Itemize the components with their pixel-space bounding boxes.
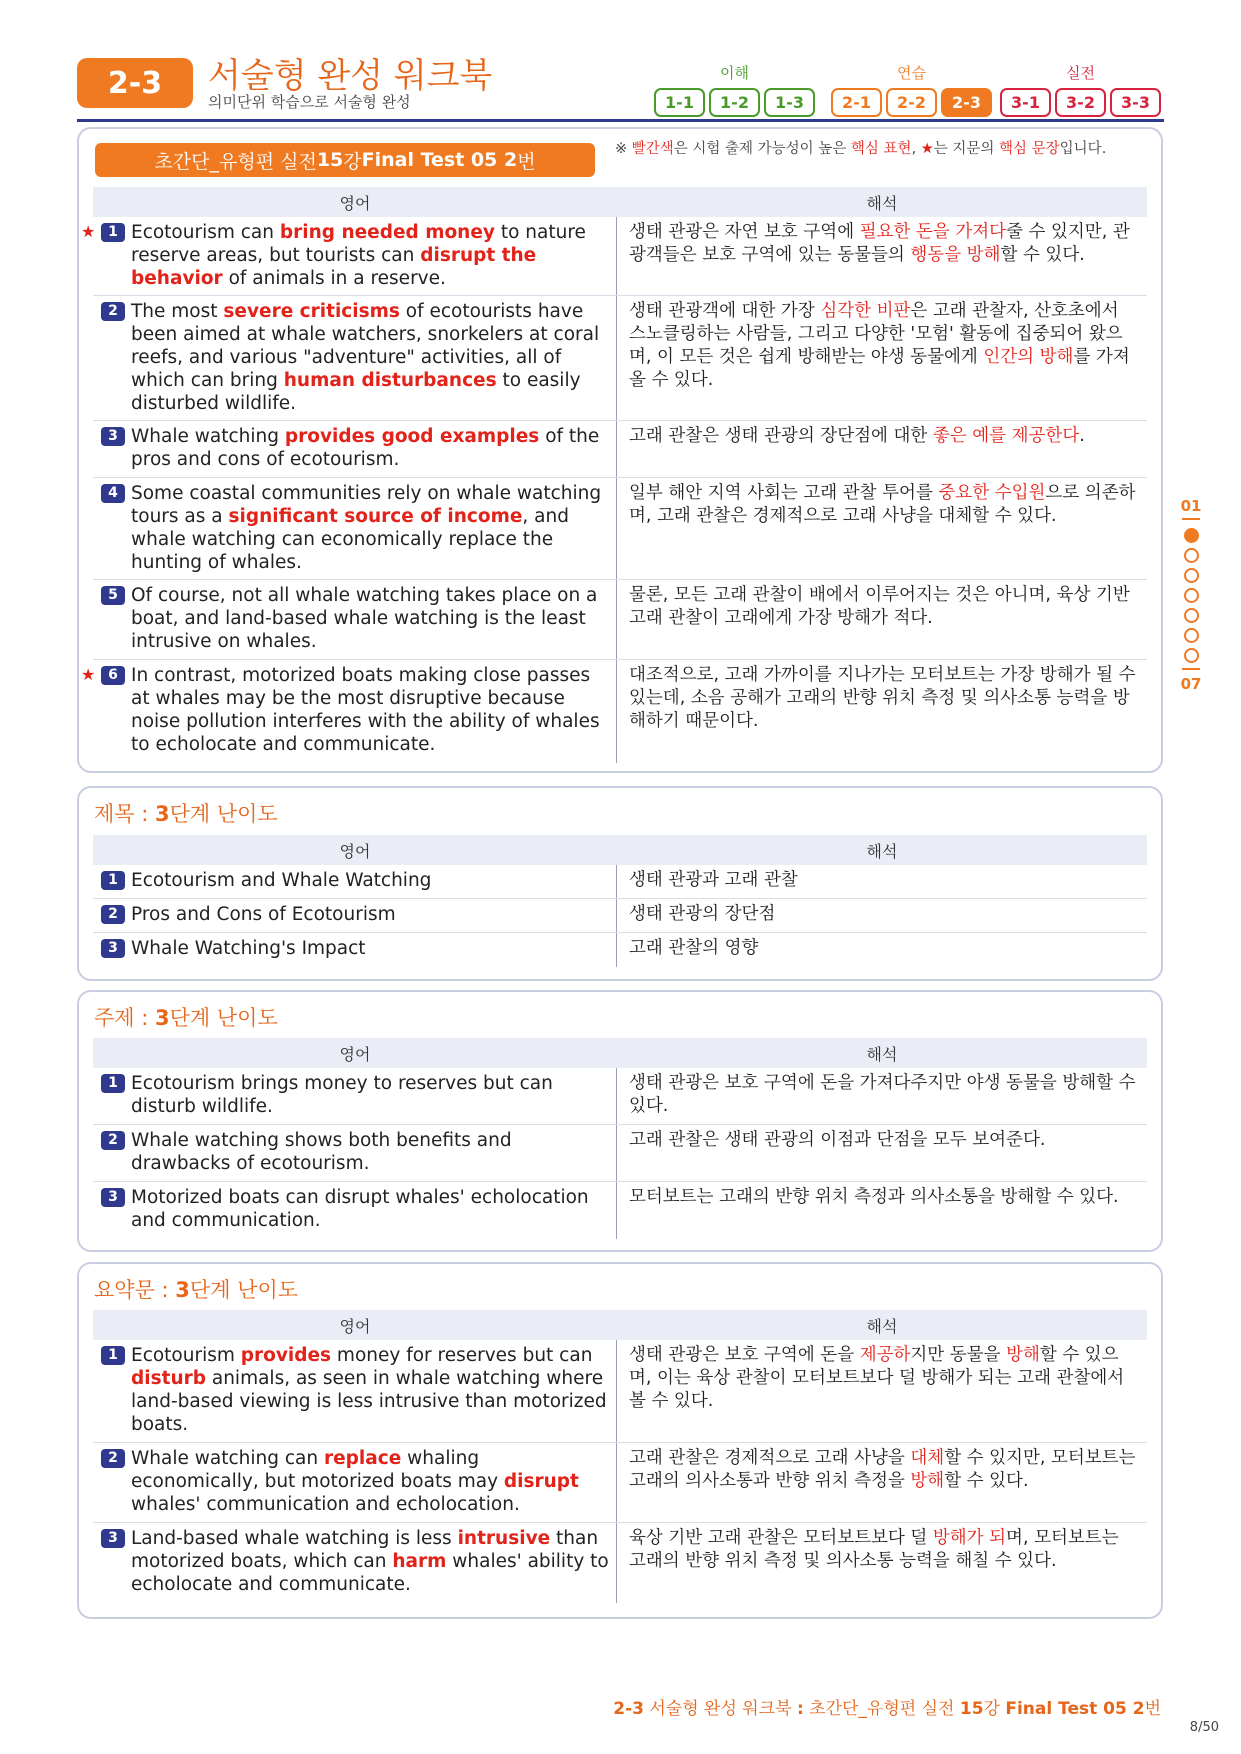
lesson-badge: 2-3 [77, 58, 193, 108]
level-button-3-2[interactable]: 3-2 [1055, 88, 1106, 117]
table-row [93, 478, 1147, 580]
level-button-3-3[interactable]: 3-3 [1110, 88, 1161, 117]
table-row [93, 933, 1147, 967]
level-button-1-1[interactable]: 1-1 [654, 88, 705, 117]
progress-dot[interactable] [1184, 628, 1199, 643]
level-group-real [1000, 62, 1161, 117]
side-nav-start-label: 01 [1180, 497, 1202, 515]
page-subtitle: 의미단위 학습으로 서술형 완성 [208, 93, 411, 111]
sentence-number: 1 [101, 871, 125, 890]
page-title: 서술형 완성 워크북 [208, 56, 493, 96]
progress-dot[interactable] [1184, 548, 1199, 563]
korean-translation: 생태 관광객에 대한 가장 심각한 비판은 고래 관찰자, 산호초에서 스노클링하는 사람들, 그리고 다양한 '모험' 활동에 집중되어 왔으며, 이 모든 것은 쉽게 방해받는 야생 동물에게 인간의 방해를 가져올 수 있다. [629, 301, 1130, 390]
sentence-number: 2 [101, 1131, 125, 1150]
table-row [93, 421, 1147, 478]
progress-dot[interactable] [1184, 588, 1199, 603]
korean-translation: 고래 관찰은 경제적으로 고래 사냥을 대체할 수 있지만, 모터보트는 고래의 의사소통과 반향 위치 측정을 방해할 수 있다. [629, 1448, 1136, 1491]
table-row [81, 660, 1147, 763]
level-button-2-1[interactable]: 2-1 [831, 88, 882, 117]
sentence-number: 3 [101, 1188, 125, 1207]
korean-translation: 모터보트는 고래의 반향 위치 측정과 의사소통을 방해할 수 있다. [629, 1187, 1119, 1207]
english-sentence: ★ 6 In contrast, motorized boats making close passes at whales may be the most disruptive because noise pollution interferes with the ability of whales to echolocate and communicate. [93, 660, 617, 763]
english-sentence: 3 Land-based whale watching is less intrusive than motorized boats, which can harm whales' ability to echolocate and communicate. [93, 1523, 617, 1603]
english-sentence: 1 Ecotourism brings money to reserves but can disturb wildlife. [93, 1068, 617, 1124]
column-header-korean: 해석 [866, 1316, 898, 1336]
title-card [77, 786, 1163, 981]
korean-translation: 고래 관찰은 생태 관광의 이점과 단점을 모두 보여준다. [629, 1130, 1046, 1150]
level-label: 실전 [1066, 64, 1095, 82]
sentence-number: 5 [101, 586, 125, 605]
sentence-number: 3 [101, 939, 125, 958]
table-header [93, 1310, 1147, 1340]
table-row [93, 1340, 1147, 1443]
table-row [93, 1125, 1147, 1182]
table-row [93, 899, 1147, 933]
korean-translation: 육상 기반 고래 관찰은 모터보트보다 덜 방해가 되며, 모터보트는 고래의 반향 위치 측정 및 의사소통 능력을 해칠 수 있다. [629, 1528, 1119, 1571]
sentence-number: 6 [101, 666, 125, 685]
english-sentence: 4 Some coastal communities rely on whale watching tours as a significant source of income, and whale watching can economically replace the hunting of whales. [93, 478, 617, 579]
table-row [93, 580, 1147, 660]
korean-translation: 대조적으로, 고래 가까이를 지나가는 모터보트는 가장 방해가 될 수 있는데, 소음 공해가 고래의 반향 위치 측정 및 의사소통 능력을 방해하기 때문이다. [629, 665, 1136, 731]
english-sentence: 2 Pros and Cons of Ecotourism [93, 899, 617, 932]
level-group-practice [831, 62, 992, 117]
progress-dot[interactable] [1184, 648, 1199, 663]
sentence-number: 3 [101, 427, 125, 446]
english-sentence: 1 Ecotourism and Whale Watching [93, 865, 617, 898]
table-header [93, 187, 1147, 217]
sentence-number: 1 [101, 223, 125, 242]
english-sentence: 3 Whale watching provides good examples of the pros and cons of ecotourism. [93, 421, 617, 477]
sentence-number: 2 [101, 905, 125, 924]
theme-card [77, 990, 1163, 1252]
korean-translation: 물론, 모든 고래 관찰이 배에서 이루어지는 것은 아니며, 육상 기반 고래 관찰이 고래에게 가장 방해가 적다. [629, 585, 1130, 628]
korean-translation: 생태 관광의 장단점 [629, 904, 776, 924]
level-group-understand [654, 62, 815, 117]
passage-note: ※ 빨간색은 시험 출제 가능성이 높은 핵심 표현, ★는 지문의 핵심 문장입니다. [615, 141, 1107, 157]
table-row [93, 1443, 1147, 1523]
sentence-number: 3 [101, 1529, 125, 1548]
english-sentence: 5 Of course, not all whale watching takes place on a boat, and land-based whale watching is the least intrusive on whales. [93, 580, 617, 659]
korean-translation: 생태 관광은 자연 보호 구역에 필요한 돈을 가져다줄 수 있지만, 관광객들은 보호 구역에 있는 동물들의 행동을 방해할 수 있다. [629, 222, 1130, 265]
table-header [93, 1038, 1147, 1068]
section-heading: 제목 : 3단계 난이도 [94, 802, 278, 826]
section-heading: 요약문 : 3단계 난이도 [94, 1278, 299, 1302]
side-progress-nav [1178, 497, 1204, 693]
korean-translation: 일부 해안 지역 사회는 고래 관찰 투어를 중요한 수입원으로 의존하며, 고래 관찰은 경제적으로 고래 사냥을 대체할 수 있다. [629, 483, 1136, 526]
progress-dot[interactable] [1184, 608, 1199, 623]
korean-translation: 생태 관광은 보호 구역에 돈을 가져다주지만 야생 동물을 방해할 수 있다. [629, 1073, 1136, 1116]
level-label: 이해 [720, 64, 749, 82]
level-button-1-2[interactable]: 1-2 [709, 88, 760, 117]
korean-translation: 고래 관찰은 생태 관광의 장단점에 대한 좋은 예를 제공한다. [629, 426, 1085, 446]
english-sentence: 3 Motorized boats can disrupt whales' echolocation and communication. [93, 1182, 617, 1239]
english-sentence: 2 Whale watching shows both benefits and drawbacks of ecotourism. [93, 1125, 617, 1181]
level-label: 연습 [897, 64, 926, 82]
level-button-2-3[interactable]: 2-3 [941, 88, 992, 117]
table-row [93, 1182, 1147, 1239]
level-button-2-2[interactable]: 2-2 [886, 88, 937, 117]
title-table [93, 835, 1147, 967]
header-divider [77, 119, 1164, 122]
korean-translation: 생태 관광과 고래 관찰 [629, 870, 798, 890]
table-row [93, 865, 1147, 899]
table-row [93, 1523, 1147, 1603]
sentence-number: 2 [101, 1449, 125, 1468]
side-nav-end-label: 07 [1180, 675, 1202, 693]
key-sentence-star-icon: ★ [81, 222, 96, 241]
column-header-korean: 해석 [866, 1044, 898, 1064]
theme-table [93, 1038, 1147, 1239]
korean-translation: 고래 관찰의 영향 [629, 938, 759, 958]
progress-dot[interactable] [1184, 568, 1199, 583]
table-row [93, 1068, 1147, 1125]
english-sentence: 3 Whale Watching's Impact [93, 933, 617, 967]
summary-table [93, 1310, 1147, 1603]
column-header-english: 영어 [339, 1044, 371, 1064]
column-header-english: 영어 [339, 841, 371, 861]
table-row [81, 217, 1147, 296]
side-nav-divider [1182, 518, 1200, 520]
table-row [93, 296, 1147, 421]
korean-translation: 생태 관광은 보호 구역에 돈을 제공하지만 동물을 방해할 수 있으며, 이는 육상 관찰이 모터보트보다 덜 방해가 되는 고래 관찰에서 볼 수 있다. [629, 1345, 1125, 1411]
key-sentence-star-icon: ★ [81, 665, 96, 684]
side-nav-divider [1182, 668, 1200, 670]
english-sentence: ★ 1 Ecotourism can bring needed money to nature reserve areas, but tourists can disrupt the behavior of animals in a reserve. [93, 217, 617, 295]
sentence-number: 4 [101, 484, 125, 503]
summary-card [77, 1262, 1163, 1619]
passage-card [77, 127, 1163, 773]
english-sentence: 2 Whale watching can replace whaling economically, but motorized boats may disrupt whales' communication and echolocation. [93, 1443, 617, 1522]
sentence-number: 1 [101, 1074, 125, 1093]
sentence-number: 1 [101, 1346, 125, 1365]
level-button-3-1[interactable]: 3-1 [1000, 88, 1051, 117]
english-sentence: 2 The most severe criticisms of ecotourists have been aimed at whale watchers, snorkelers at coral reefs, and various "adventure" activities, all of which can bring human disturbances to easily disturbed wildlife. [93, 296, 617, 420]
page-number: 8/50 [1189, 1720, 1219, 1735]
footer-caption: 2-3 서술형 완성 워크북 : 초간단_유형편 실전 15강 Final Test 05 2번 [613, 1699, 1161, 1719]
column-header-english: 영어 [339, 1316, 371, 1336]
table-header [93, 835, 1147, 865]
level-button-1-3[interactable]: 1-3 [764, 88, 815, 117]
column-header-english: 영어 [339, 193, 371, 213]
column-header-korean: 해석 [866, 841, 898, 861]
passage-table [81, 187, 1147, 763]
english-sentence: 1 Ecotourism provides money for reserves but can disturb animals, as seen in whale watching where land-based viewing is less intrusive than motorized boats. [93, 1340, 617, 1442]
passage-title: 초간단_유형편 실전 15 강 Final Test 05 2 번 [95, 143, 595, 177]
progress-dot-active[interactable] [1184, 528, 1199, 543]
sentence-number: 2 [101, 302, 125, 321]
section-heading: 주제 : 3단계 난이도 [94, 1006, 278, 1030]
column-header-korean: 해석 [866, 193, 898, 213]
